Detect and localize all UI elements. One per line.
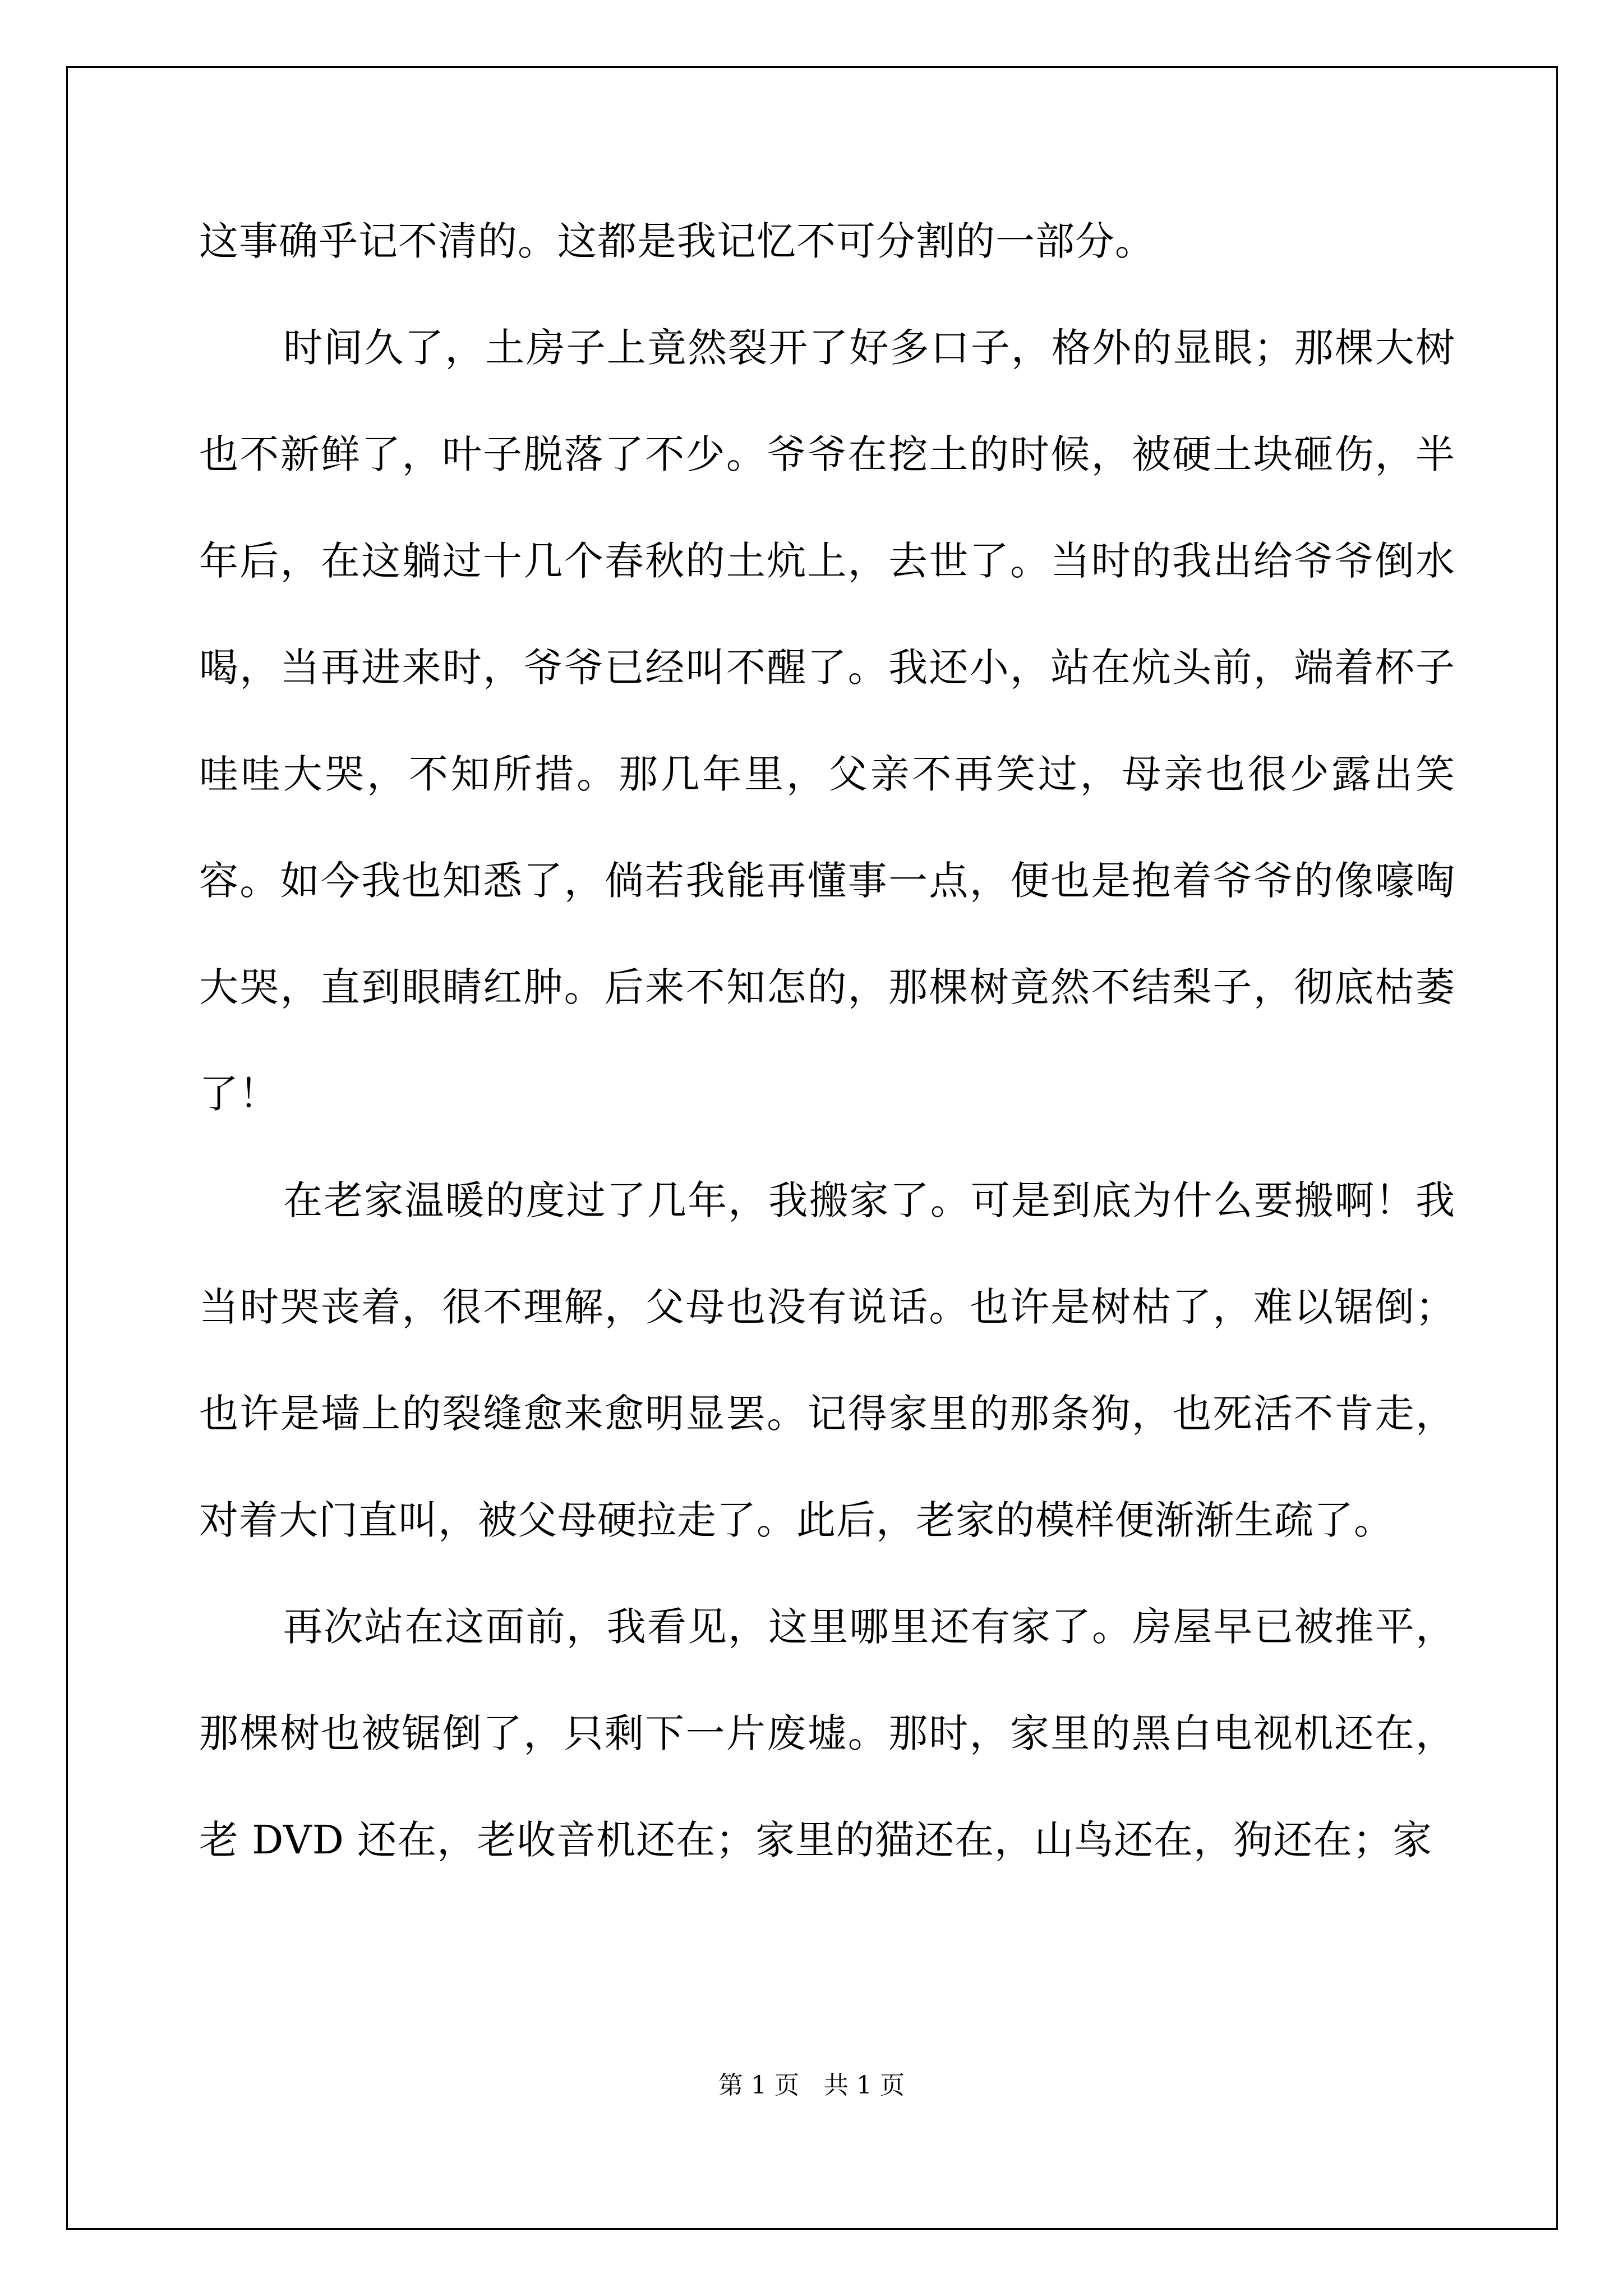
document-body xyxy=(199,188,1455,1893)
paragraph-4: 再次站在这面前，我看见，这里哪里还有家了。房屋早已被推平，那棵树也被锯倒了，只剩下一片废墟。那时，家里的黑白电视机还在，老 DVD 还在，老收音机还在；家里的猫还在，山鸟还在，狗还在；家 xyxy=(199,1604,1455,1863)
paragraph-1: 这事确乎记不清的。这都是我记忆不可分割的一部分。 xyxy=(199,218,1155,264)
page-footer xyxy=(0,2069,1623,2102)
paragraph-2: 时间久了，土房子上竟然裂开了好多口子，格外的显眼；那棵大树也不新鲜了，叶子脱落了不少。爷爷在挖土的时候，被硬土块砸伤，半年后，在这躺过十几个春秋的土炕上，去世了。当时的我出给爷爷倒水喝，当再进来时，爷爷已经叫不醒了。我还小，站在炕头前，端着杯子哇哇大哭，不知所措。那几年里，父亲不再笑过，母亲也很少露出笑容。如今我也知悉了，倘若我能再懂事一点，便也是抱着爷爷的像嚎啕大哭，直到眼睛红肿。后来不知怎的，那棵树竟然不结梨子，彻底枯萎了！ xyxy=(199,325,1455,1117)
paragraph-3: 在老家温暖的度过了几年，我搬家了。可是到底为什么要搬啊！我当时哭丧着，很不理解，父母也没有说话。也许是树枯了，难以锯倒；也许是墙上的裂缝愈来愈明显罢。记得家里的那条狗，也死活不肯走，对着大门直叫，被父母硬拉走了。此后，老家的模样便渐渐生疏了。 xyxy=(199,1177,1455,1543)
page-number: 第 1 页 共 1 页 xyxy=(718,2071,905,2100)
